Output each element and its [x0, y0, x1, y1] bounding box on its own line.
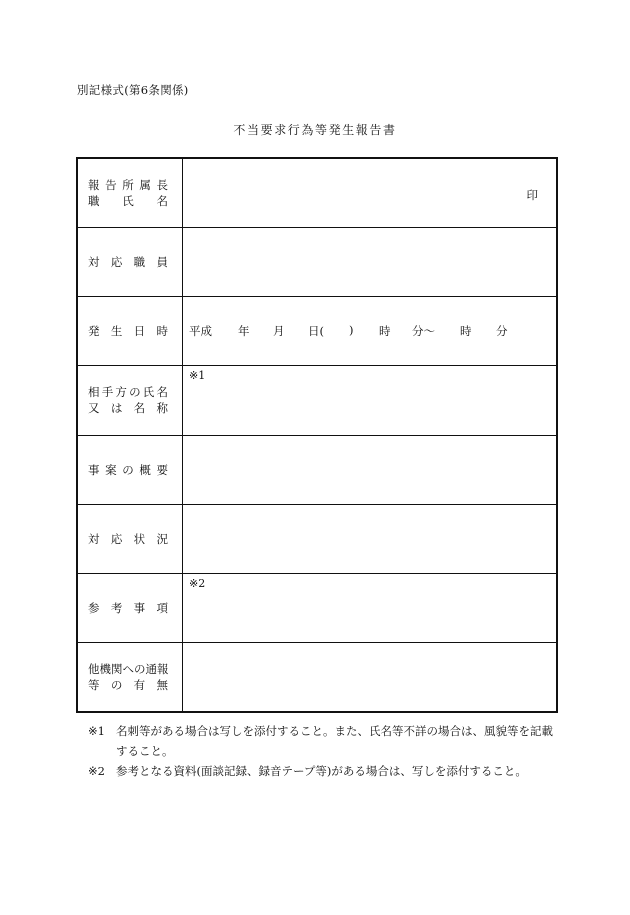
response-field[interactable] — [183, 504, 558, 573]
label-char: 要 — [156, 462, 168, 477]
label-char: 員 — [156, 254, 168, 269]
date-line — [189, 323, 509, 339]
footnote-text: 参考となる資料(面談記録、録音テープ等)がある場合は、写しを添付すること。 — [116, 764, 527, 778]
footnote-text: 名刺等がある場合は写しを添付すること。また、氏名等不詳の場合は、風貌等を記載すること。 — [116, 724, 553, 758]
form-reference: 別記様式(第6条関係) — [77, 83, 189, 97]
label-line — [88, 323, 168, 339]
label-char: 対 — [88, 254, 100, 269]
label-char: 概 — [139, 462, 151, 477]
row-reference — [77, 574, 557, 643]
footnote-mark: ※2 — [88, 764, 105, 778]
label-line — [88, 661, 168, 677]
date-day-unit: 日( — [308, 324, 324, 338]
label-line — [88, 600, 168, 616]
date-weekday-close: ) — [349, 323, 354, 337]
label-line — [88, 193, 168, 209]
label-line — [88, 462, 168, 478]
label-char: 参 — [88, 601, 100, 616]
label-staff — [77, 227, 183, 296]
date-minute-from-unit: 分～ — [412, 324, 435, 338]
label-char: 考 — [110, 601, 123, 616]
label-char: 生 — [110, 324, 123, 339]
label-char: 報 — [88, 177, 100, 192]
label-char: 時 — [156, 324, 168, 339]
label-char: 長 — [156, 177, 168, 192]
footnote-mark: ※1 — [88, 724, 105, 738]
row-datetime — [77, 297, 557, 366]
label-counterparty — [77, 366, 183, 435]
counterparty-field[interactable] — [183, 366, 558, 435]
notification-field[interactable] — [183, 643, 558, 712]
label-line — [88, 400, 168, 416]
label-char: 関 — [111, 662, 123, 677]
label-char: 職 — [133, 254, 146, 269]
label-char: へ — [122, 662, 134, 677]
label-line — [88, 677, 168, 693]
date-hour-unit: 時 — [379, 324, 391, 338]
label-char: 属 — [139, 177, 151, 192]
reporter-field[interactable] — [183, 158, 558, 227]
reference-field[interactable] — [183, 574, 558, 643]
label-reporter — [77, 158, 183, 227]
label-char: 職 — [88, 193, 100, 208]
footnote — [88, 721, 558, 761]
label-line — [88, 384, 168, 400]
label-char: 方 — [115, 385, 127, 400]
label-char: 状 — [133, 531, 146, 546]
label-char: 他 — [88, 662, 100, 677]
label-line — [88, 254, 168, 270]
label-notification — [77, 643, 183, 712]
date-year-unit: 年 — [238, 324, 250, 338]
label-summary — [77, 435, 183, 504]
label-char: 報 — [157, 662, 169, 677]
label-char: 事 — [88, 462, 100, 477]
label-char: 又 — [88, 401, 100, 416]
label-line — [88, 177, 168, 193]
staff-field[interactable] — [183, 227, 558, 296]
label-char: 日 — [133, 324, 146, 339]
label-char: 無 — [156, 678, 168, 693]
label-line — [88, 531, 168, 547]
label-datetime — [77, 297, 183, 366]
label-reference — [77, 574, 183, 643]
label-char: 案 — [105, 462, 117, 477]
date-era: 平成 — [189, 324, 212, 338]
row-reporter — [77, 158, 557, 227]
label-char: 氏 — [122, 193, 134, 208]
label-char: 況 — [156, 531, 168, 546]
label-char: 機 — [99, 662, 111, 677]
row-response — [77, 504, 557, 573]
label-response — [77, 504, 183, 573]
row-summary — [77, 435, 557, 504]
date-hour-to-unit: 時 — [460, 324, 472, 338]
label-char: の — [129, 385, 141, 400]
label-char: 名 — [156, 193, 168, 208]
row-counterparty — [77, 366, 557, 435]
label-char: は — [110, 401, 123, 416]
label-char: 称 — [156, 401, 168, 416]
label-char: の — [134, 662, 146, 677]
footnote — [88, 761, 558, 781]
date-minute-to-unit: 分 — [496, 324, 508, 338]
document-title: 不当要求行為等発生報告書 — [233, 123, 397, 137]
row-staff — [77, 227, 557, 296]
label-char: 事 — [133, 601, 146, 616]
label-char: 手 — [101, 385, 114, 400]
label-char: 告 — [105, 177, 117, 192]
date-month-unit: 月 — [273, 324, 285, 338]
label-char: 有 — [133, 678, 146, 693]
seal-mark: 印 — [526, 188, 538, 202]
report-form-table — [76, 157, 558, 713]
label-char: 応 — [110, 531, 123, 546]
summary-field[interactable] — [183, 435, 558, 504]
label-char: 項 — [156, 601, 168, 616]
note-mark-1: ※1 — [189, 369, 206, 383]
label-char: 発 — [88, 324, 100, 339]
label-char: 名 — [133, 401, 146, 416]
label-char: 対 — [88, 531, 100, 546]
label-char: 相 — [88, 385, 100, 400]
label-char: の — [122, 462, 134, 477]
datetime-field[interactable] — [183, 297, 558, 366]
label-char: 氏 — [142, 385, 155, 400]
label-char: 応 — [110, 254, 123, 269]
label-char: 所 — [122, 177, 134, 192]
label-char: 等 — [88, 678, 100, 693]
label-char: 通 — [145, 662, 157, 677]
label-char: の — [110, 678, 123, 693]
label-char: 名 — [156, 385, 168, 400]
note-mark-2: ※2 — [189, 577, 206, 590]
row-notification — [77, 643, 557, 712]
footnotes — [88, 721, 558, 781]
